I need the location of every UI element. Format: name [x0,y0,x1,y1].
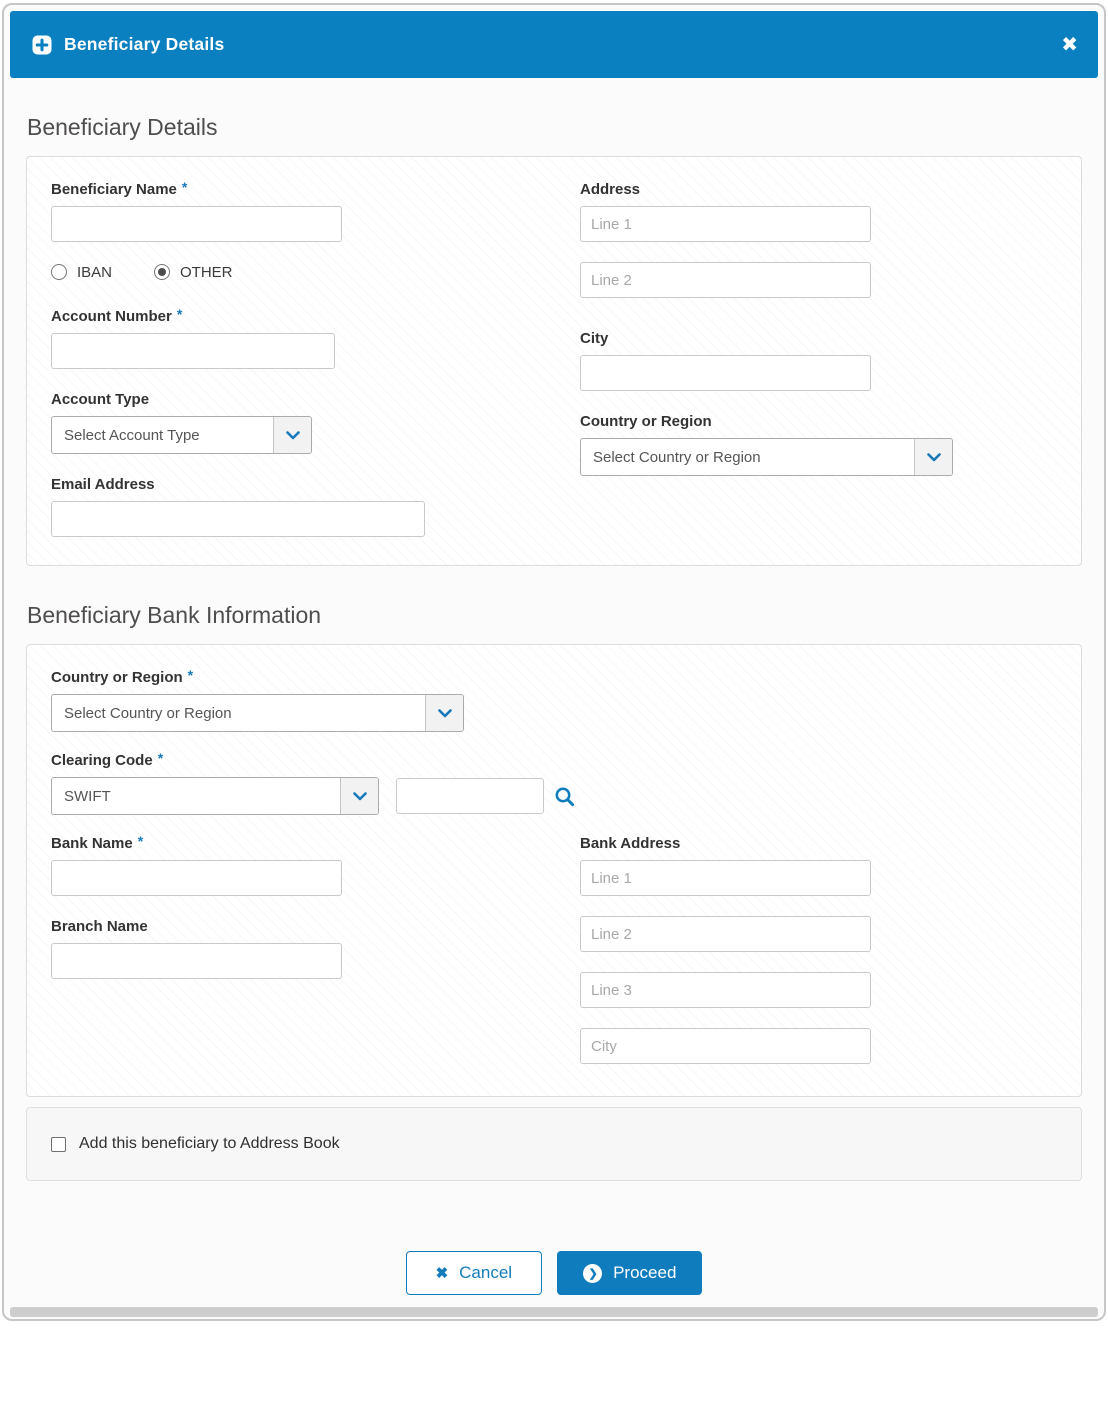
radio-iban-circle[interactable] [51,264,67,280]
beneficiary-name-label: Beneficiary Name * [51,179,188,198]
branch-name-label: Branch Name [51,918,148,935]
beneficiary-name-field [51,181,580,242]
chevron-down-icon[interactable] [273,417,311,453]
bank-information-panel [26,644,1082,1097]
account-number-label: Account Number * [51,306,183,325]
proceed-button[interactable] [557,1251,702,1295]
modal-body [4,114,1104,1295]
modal-header [10,11,1098,78]
address-book-label: Add this beneficiary to Address Book [79,1135,340,1152]
city-input[interactable] [580,355,871,391]
address-book-checkbox[interactable] [51,1137,66,1152]
address-line1-input[interactable] [580,206,871,242]
beneficiary-details-panel [26,156,1082,566]
account-number-input[interactable] [51,333,335,369]
address-label: Address [580,181,641,198]
bank-address-field [580,835,1057,1064]
account-type-select[interactable] [51,416,312,454]
close-icon[interactable]: ✖ [1061,33,1078,56]
bank-country-selected-value: Select Country or Region [64,704,232,722]
required-asterisk: * [137,833,144,849]
proceed-button-label: Proceed [613,1263,677,1282]
modal-title: Beneficiary Details [64,34,225,54]
account-type-field [51,391,580,454]
bank-address-line2-input[interactable] [580,916,871,952]
country-field [580,413,1057,476]
horizontal-scrollbar[interactable] [10,1307,1098,1317]
branch-name-input[interactable] [51,943,342,979]
address-field [580,181,1057,298]
account-number-field [51,308,580,369]
cancel-button[interactable] [406,1251,543,1295]
bank-country-label: Country or Region * [51,667,194,686]
clearing-code-field [51,752,580,815]
account-type-label: Account Type [51,391,150,408]
bank-address-city-input[interactable] [580,1028,871,1064]
bank-address-label: Bank Address [580,835,681,852]
address-line2-input[interactable] [580,262,871,298]
required-asterisk: * [187,667,194,683]
proceed-arrow-icon: ❯ [583,1264,602,1283]
clearing-code-search-input[interactable] [396,778,544,814]
radio-other-label: OTHER [180,263,233,281]
required-asterisk: * [157,750,164,766]
required-asterisk: * [176,306,183,322]
beneficiary-name-input[interactable] [51,206,342,242]
country-select[interactable] [580,438,953,476]
beneficiary-details-modal [2,3,1106,1321]
bank-name-label: Bank Name * [51,833,144,852]
radio-iban[interactable] [51,264,112,281]
clearing-code-label: Clearing Code * [51,750,164,769]
plus-square-icon [32,35,52,55]
address-book-checkbox-row[interactable] [51,1135,1057,1153]
city-field [580,330,1057,391]
country-label: Country or Region [580,413,712,430]
bank-address-line3-input[interactable] [580,972,871,1008]
cancel-button-label: Cancel [459,1263,513,1282]
bank-country-select[interactable] [51,694,464,732]
clearing-code-select[interactable] [51,777,379,815]
email-input[interactable] [51,501,425,537]
chevron-down-icon[interactable] [340,778,378,814]
address-book-panel [26,1107,1082,1181]
footer-actions [26,1251,1082,1295]
country-selected-value: Select Country or Region [593,448,761,466]
chevron-down-icon[interactable] [425,695,463,731]
radio-other-circle[interactable] [154,264,170,280]
radio-iban-label: IBAN [77,263,113,281]
bank-country-field [51,669,580,732]
branch-name-field [51,918,580,979]
radio-other[interactable] [154,264,233,281]
beneficiary-details-heading: Beneficiary Details [27,114,218,140]
email-label: Email Address [51,476,155,493]
cancel-x-icon: ✖ [435,1265,449,1282]
bank-name-field [51,835,580,896]
account-type-selected-value: Select Account Type [64,426,200,444]
bank-name-input[interactable] [51,860,342,896]
email-field [51,476,580,537]
bank-information-heading: Beneficiary Bank Information [27,602,322,628]
required-asterisk: * [181,179,188,195]
clearing-code-selected-value: SWIFT [64,787,111,805]
city-label: City [580,330,609,347]
chevron-down-icon[interactable] [914,439,952,475]
bank-address-line1-input[interactable] [580,860,871,896]
search-icon[interactable] [554,786,575,807]
account-format-radio-group [51,262,580,282]
